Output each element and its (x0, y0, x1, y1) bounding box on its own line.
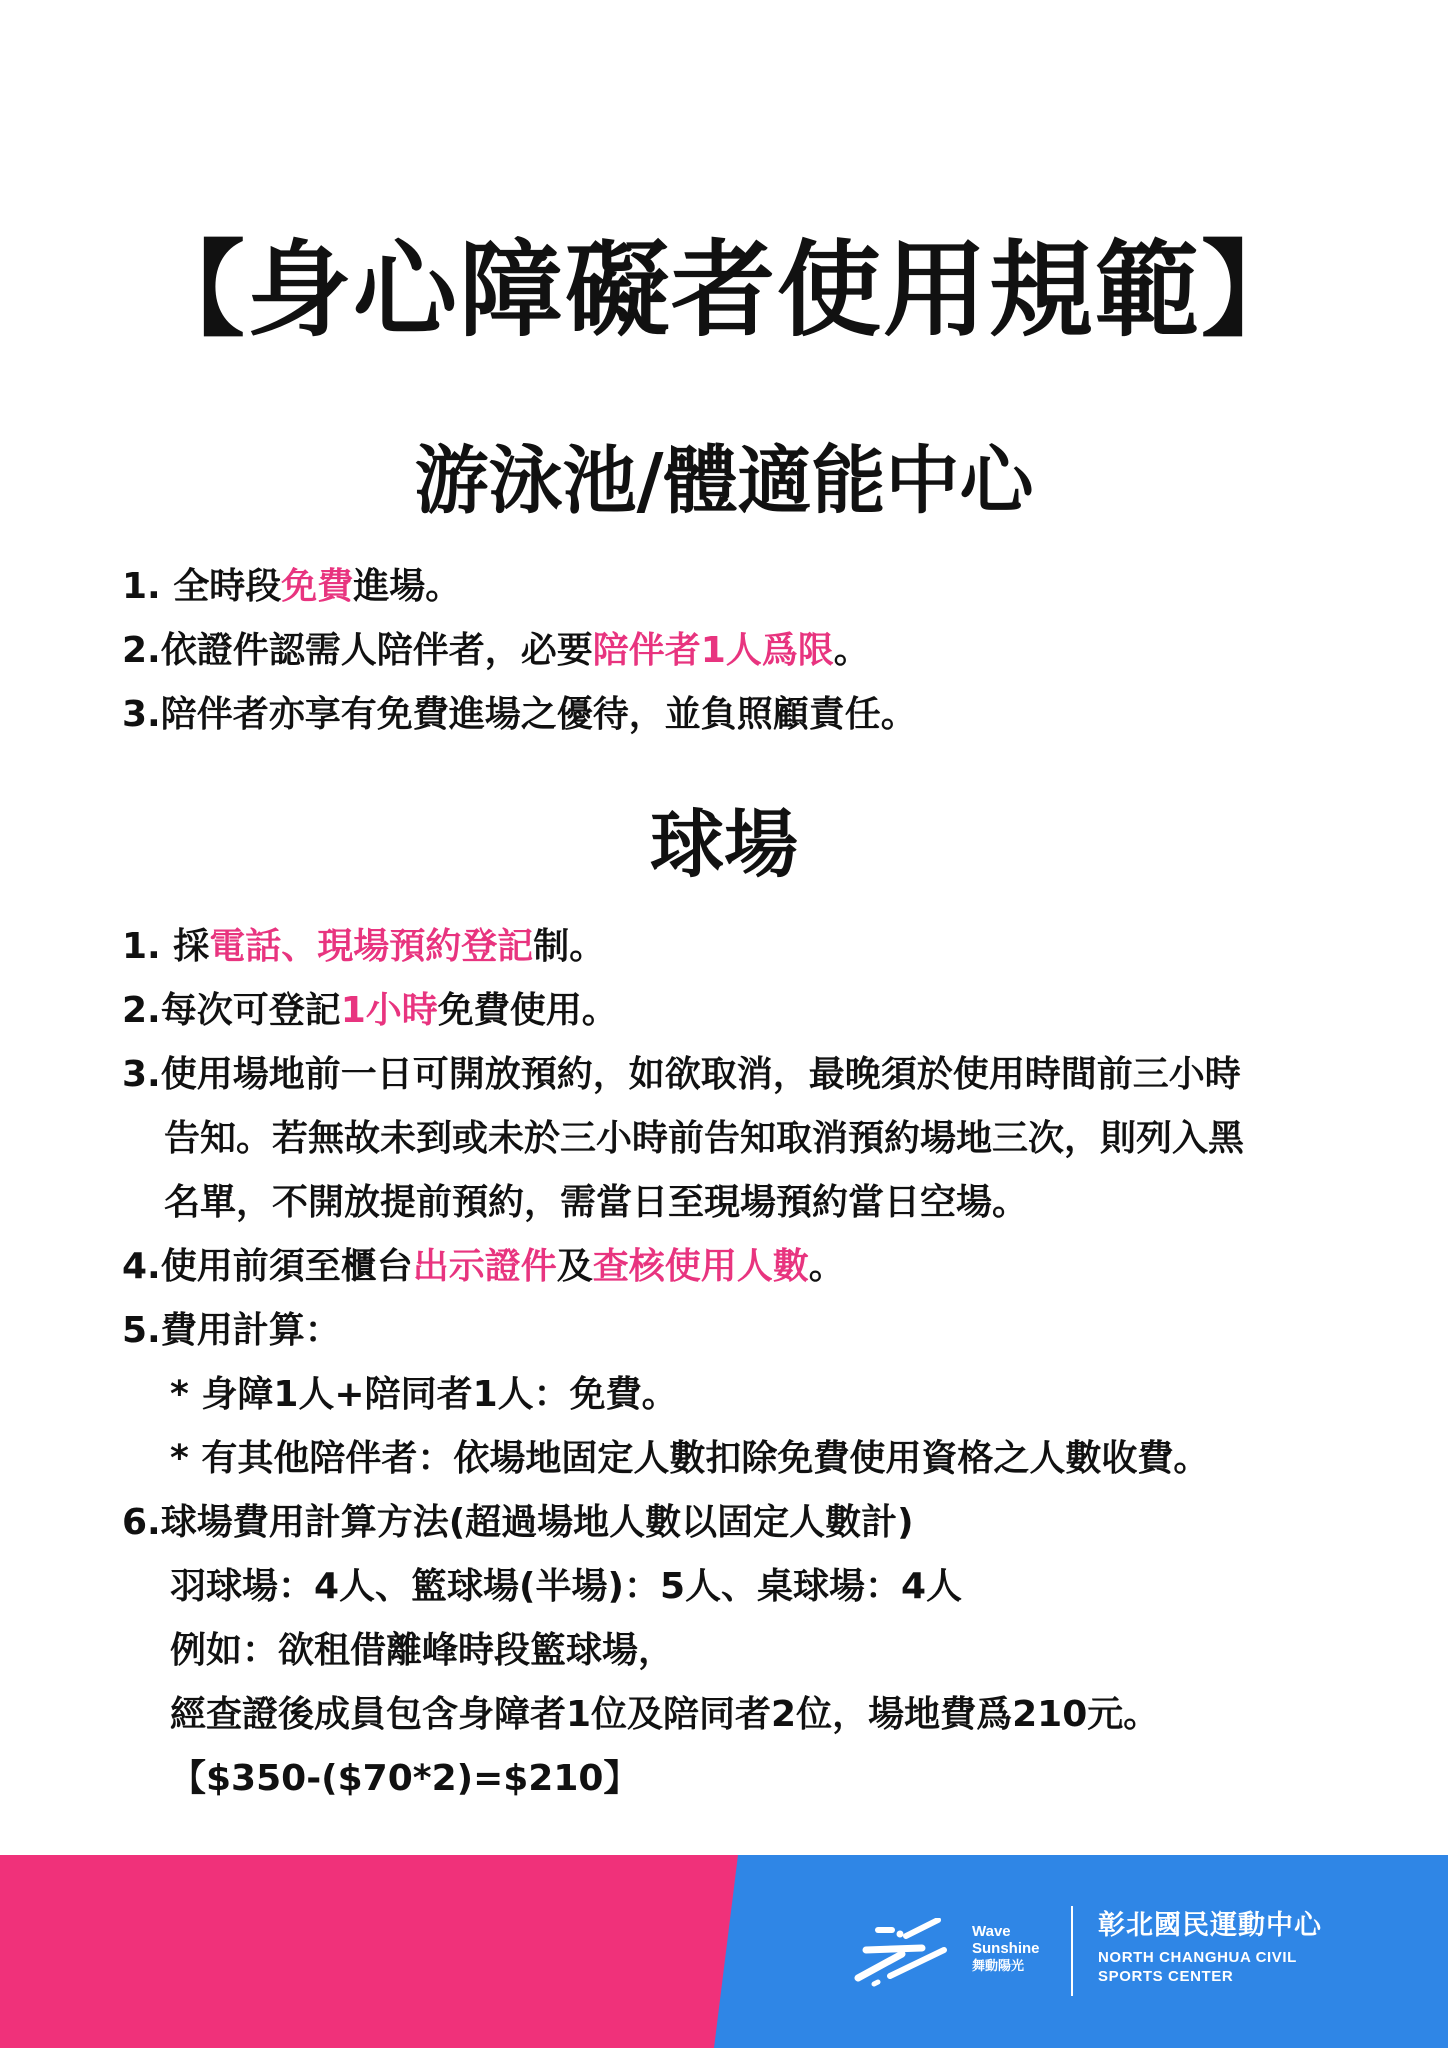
court-heading: 球場 (650, 802, 798, 888)
pool-rule-item (122, 619, 1352, 683)
rule-text: 進場。 (353, 566, 462, 607)
court-rule-item (122, 1747, 1352, 1811)
footer-blue-panel (714, 1855, 1448, 2048)
rule-text: 5.費用計算： (122, 1310, 341, 1351)
rule-text: 。 (833, 630, 870, 671)
court-rule-item (122, 1363, 1352, 1427)
rule-text: 2.依證件認需人陪伴者，必要 (122, 630, 593, 671)
brand-text-wave: Wave (972, 1923, 1011, 1940)
rule-text: 1. 採 (122, 926, 210, 967)
rule-text: * 身障1人+陪同者1人：免費。 (170, 1374, 678, 1415)
rule-text: 1. 全時段 (122, 566, 282, 607)
rule-text: 。 (808, 1246, 845, 1287)
highlight-text: 出示證件 (412, 1246, 557, 1287)
brand-text-chinese: 舞動陽光 (972, 1958, 1025, 1973)
rule-text: 6.球場費用計算方法(超過場地人數以固定人數計) (122, 1502, 914, 1543)
highlight-text: 免費 (281, 566, 354, 607)
court-rule-item (122, 1619, 1352, 1683)
court-rule-item (122, 979, 1352, 1043)
rule-text: 【$350-($70*2)=$210】 (170, 1758, 640, 1799)
court-rules-list (122, 915, 1352, 1811)
rule-text: * 有其他陪伴者：依場地固定人數扣除免費使用資格之人數收費。 (170, 1438, 1210, 1479)
pool-rule-item (122, 683, 1352, 747)
rule-text: 2.每次可登記 (122, 990, 341, 1031)
pool-heading: 游泳池/體適能中心 (414, 438, 1034, 524)
court-rule-item (122, 1683, 1352, 1747)
rule-text: 4.使用前須至櫃台 (122, 1246, 413, 1287)
court-rule-item (122, 1235, 1352, 1299)
page-title: 【身心障礙者使用規範】 (140, 229, 1307, 351)
rule-text: 例如：欲租借離峰時段籃球場， (170, 1630, 675, 1671)
pool-rules-list (122, 555, 1352, 747)
rule-text: 及 (556, 1246, 593, 1287)
rule-text: 3.使用場地前一日可開放預約，如欲取消，最晚須於使用時間前三小時 (122, 1054, 1241, 1095)
rule-text: 告知。若無故未到或未於三小時前告知取消預約場地三次，則列入黑 (164, 1118, 1245, 1159)
rule-text: 3.陪伴者亦享有免費進場之優待，並負照顧責任。 (122, 694, 917, 735)
court-rule-item (122, 1555, 1352, 1619)
brand-text-sunshine: Sunshine (972, 1940, 1040, 1957)
center-name-en-line-2: SPORTS CENTER (1098, 1968, 1234, 1985)
center-name: 彰北國民運動中心 (1098, 1910, 1322, 1941)
rule-text: 制。 (533, 926, 606, 967)
sports-center-brand (1098, 1908, 1322, 1986)
rule-text: 名單，不開放提前預約，需當日至現場預約當日空場。 (164, 1182, 1029, 1223)
highlight-text: 1小時 (340, 990, 438, 1031)
center-name-en-line-1: NORTH CHANGHUA CIVIL (1098, 1949, 1297, 1966)
court-rule-item (122, 915, 1352, 979)
rule-text: 羽球場：4人、籃球場(半場)：5人、桌球場：4人 (170, 1566, 963, 1607)
court-rule-item (122, 1299, 1352, 1363)
highlight-text: 電話、現場預約登記 (209, 926, 534, 967)
court-rule-item (122, 1491, 1352, 1555)
highlight-text: 陪伴者1人爲限 (592, 630, 834, 671)
court-rule-item (122, 1427, 1352, 1491)
rule-text: 經查證後成員包含身障者1位及陪同者2位，場地費爲210元。 (170, 1694, 1160, 1735)
court-rule-item (122, 1043, 1352, 1107)
rule-text: 免費使用。 (437, 990, 618, 1031)
pool-rule-item (122, 555, 1352, 619)
wave-sunshine-logo-icon (848, 1918, 958, 1990)
court-rule-item (122, 1171, 1352, 1235)
court-rule-item (122, 1107, 1352, 1171)
highlight-text: 查核使用人數 (592, 1246, 809, 1287)
brand-divider (1071, 1906, 1073, 1996)
brand-wave-sunshine (972, 1923, 1040, 1974)
